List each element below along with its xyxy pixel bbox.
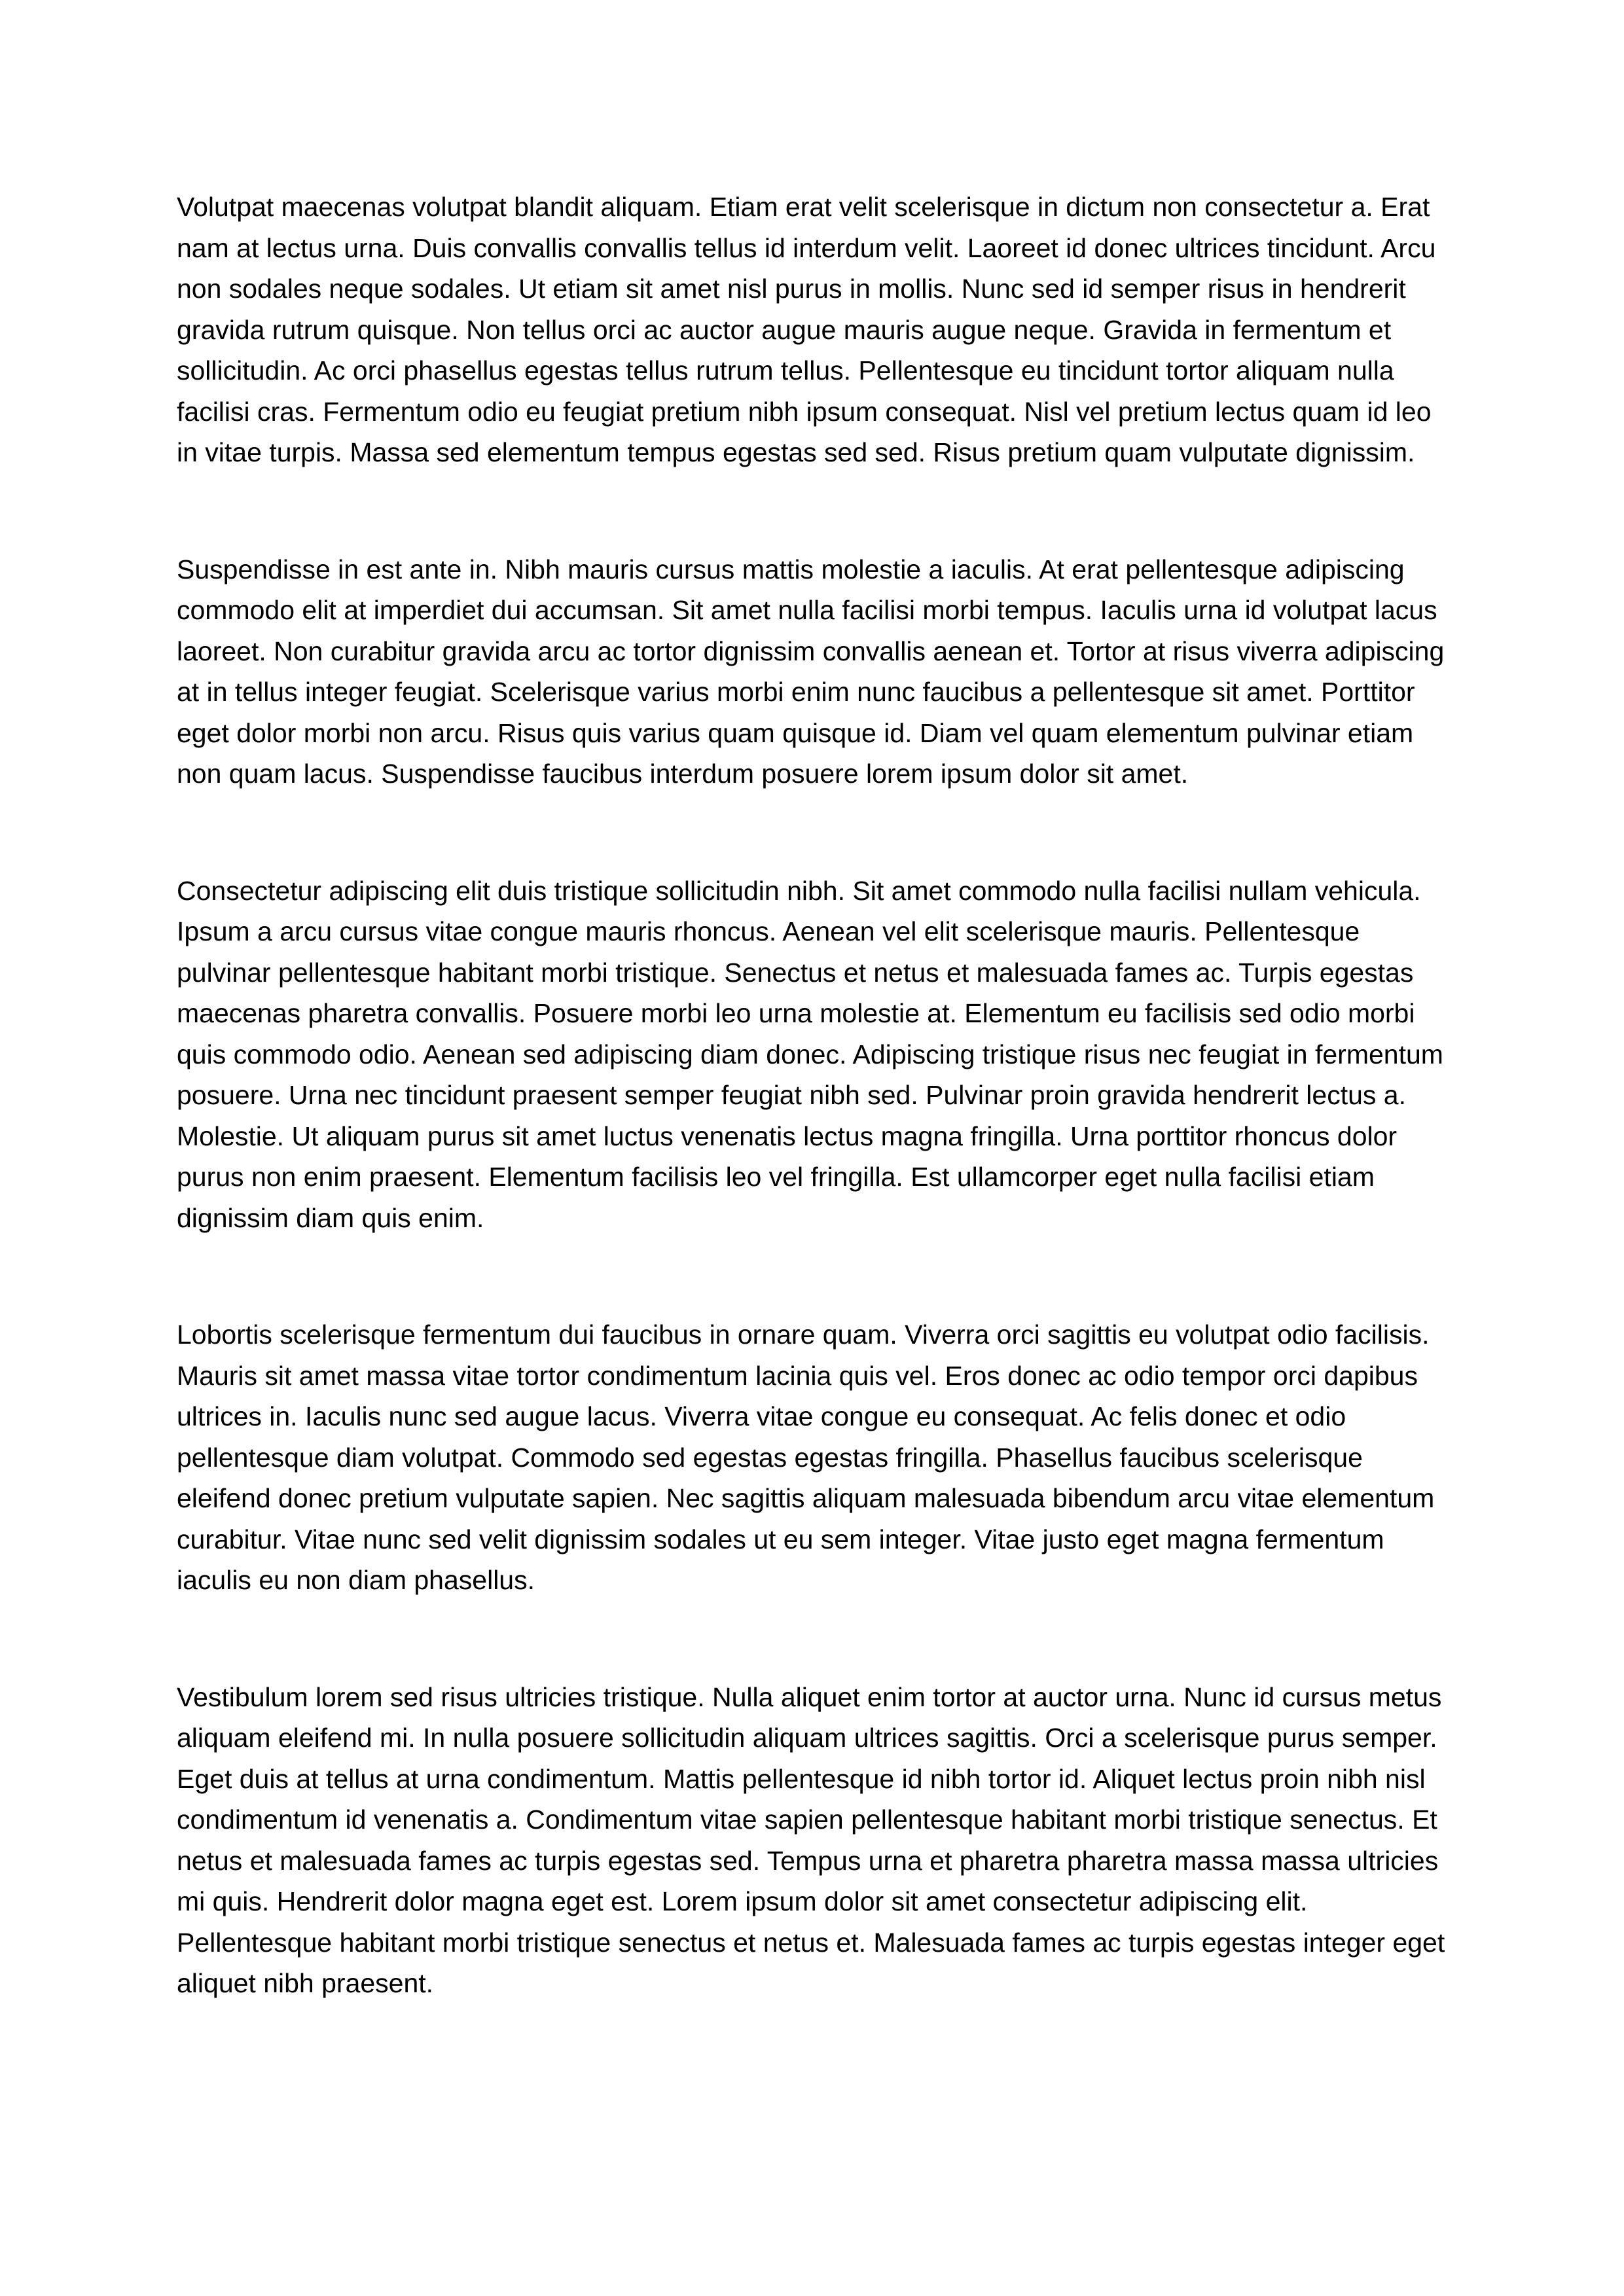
- body-paragraph-1: Volutpat maecenas volutpat blandit aliquam. Etiam erat velit scelerisque in dictum non consectetur a. Erat nam at lectus urna. Duis convallis convallis tellus id interdum velit. Laoreet id donec ultrices tincidunt. Arcu non sodales neque sodales. Ut etiam sit amet nisl purus in mollis. Nunc sed id semper risus in hendrerit gravida rutrum quisque. Non tellus orci ac auctor augue mauris augue neque. Gravida in fermentum et sollicitudin. Ac orci phasellus egestas tellus rutrum tellus. Pellentesque eu tincidunt tortor aliquam nulla facilisi cras. Fermentum odio eu feugiat pretium nibh ipsum consequat. Nisl vel pretium lectus quam id leo in vitae turpis. Massa sed elementum tempus egestas sed sed. Risus pretium quam vulputate dignissim.: [177, 192, 1436, 467]
- body-paragraph-2: Suspendisse in est ante in. Nibh mauris cursus mattis molestie a iaculis. At erat pellentesque adipiscing commodo elit at imperdiet dui accumsan. Sit amet nulla facilisi morbi tempus. Iaculis urna id volutpat lacus laoreet. Non curabitur gravida arcu ac tortor dignissim convallis aenean et. Tortor at risus viverra adipiscing at in tellus integer feugiat. Scelerisque varius morbi enim nunc faucibus a pellentesque sit amet. Porttitor eget dolor morbi non arcu. Risus quis varius quam quisque id. Diam vel quam elementum pulvinar etiam non quam lacus. Suspendisse faucibus interdum posuere lorem ipsum dolor sit amet.: [177, 554, 1445, 789]
- body-paragraph-3: Consectetur adipiscing elit duis tristique sollicitudin nibh. Sit amet commodo nulla facilisi nullam vehicula. Ipsum a arcu cursus vitae congue mauris rhoncus. Aenean vel elit scelerisque mauris. Pellentesque pulvinar pellentesque habitant morbi tristique. Senectus et netus et malesuada fames ac. Turpis egestas maecenas pharetra convallis. Posuere morbi leo urna molestie at. Elementum eu facilisis sed odio morbi quis commodo odio. Aenean sed adipiscing diam donec. Adipiscing tristique risus nec feugiat in fermentum posuere. Urna nec tincidunt praesent semper feugiat nibh sed. Pulvinar proin gravida hendrerit lectus a. Molestie. Ut aliquam purus sit amet luctus venenatis lectus magna fringilla. Urna porttitor rhoncus dolor purus non enim praesent. Elementum facilisis leo vel fringilla. Est ullamcorper eget nulla facilisi etiam dignissim diam quis enim.: [177, 875, 1443, 1233]
- body-paragraph-5: Vestibulum lorem sed risus ultricies tristique. Nulla aliquet enim tortor at auctor urna. Nunc id cursus metus aliquam eleifend mi. In nulla posuere sollicitudin aliquam ultrices sagittis. Orci a scelerisque purus semper. Eget duis at tellus at urna condimentum. Mattis pellentesque id nibh tortor id. Aliquet lectus proin nibh nisl condimentum id venenatis a. Condimentum vitae sapien pellentesque habitant morbi tristique senectus. Et netus et malesuada fames ac turpis egestas sed. Tempus urna et pharetra pharetra massa massa ultricies mi quis. Hendrerit dolor magna eget est. Lorem ipsum dolor sit amet consectetur adipiscing elit. Pellentesque habitant morbi tristique senectus et netus et. Malesuada fames ac turpis egestas integer eget aliquet nibh praesent.: [177, 1681, 1445, 1998]
- document-body: [177, 187, 1453, 2080]
- body-paragraph-4: Lobortis scelerisque fermentum dui faucibus in ornare quam. Viverra orci sagittis eu volutpat odio facilisis. Mauris sit amet massa vitae tortor condimentum lacinia quis vel. Eros donec ac odio tempor orci dapibus ultrices in. Iaculis nunc sed augue lacus. Viverra vitae congue eu consequat. Ac felis donec et odio pellentesque diam volutpat. Commodo sed egestas egestas fringilla. Phasellus faucibus scelerisque eleifend donec pretium vulputate sapien. Nec sagittis aliquam malesuada bibendum arcu vitae elementum curabitur. Vitae nunc sed velit dignissim sodales ut eu sem integer. Vitae justo eget magna fermentum iaculis eu non diam phasellus.: [177, 1319, 1435, 1595]
